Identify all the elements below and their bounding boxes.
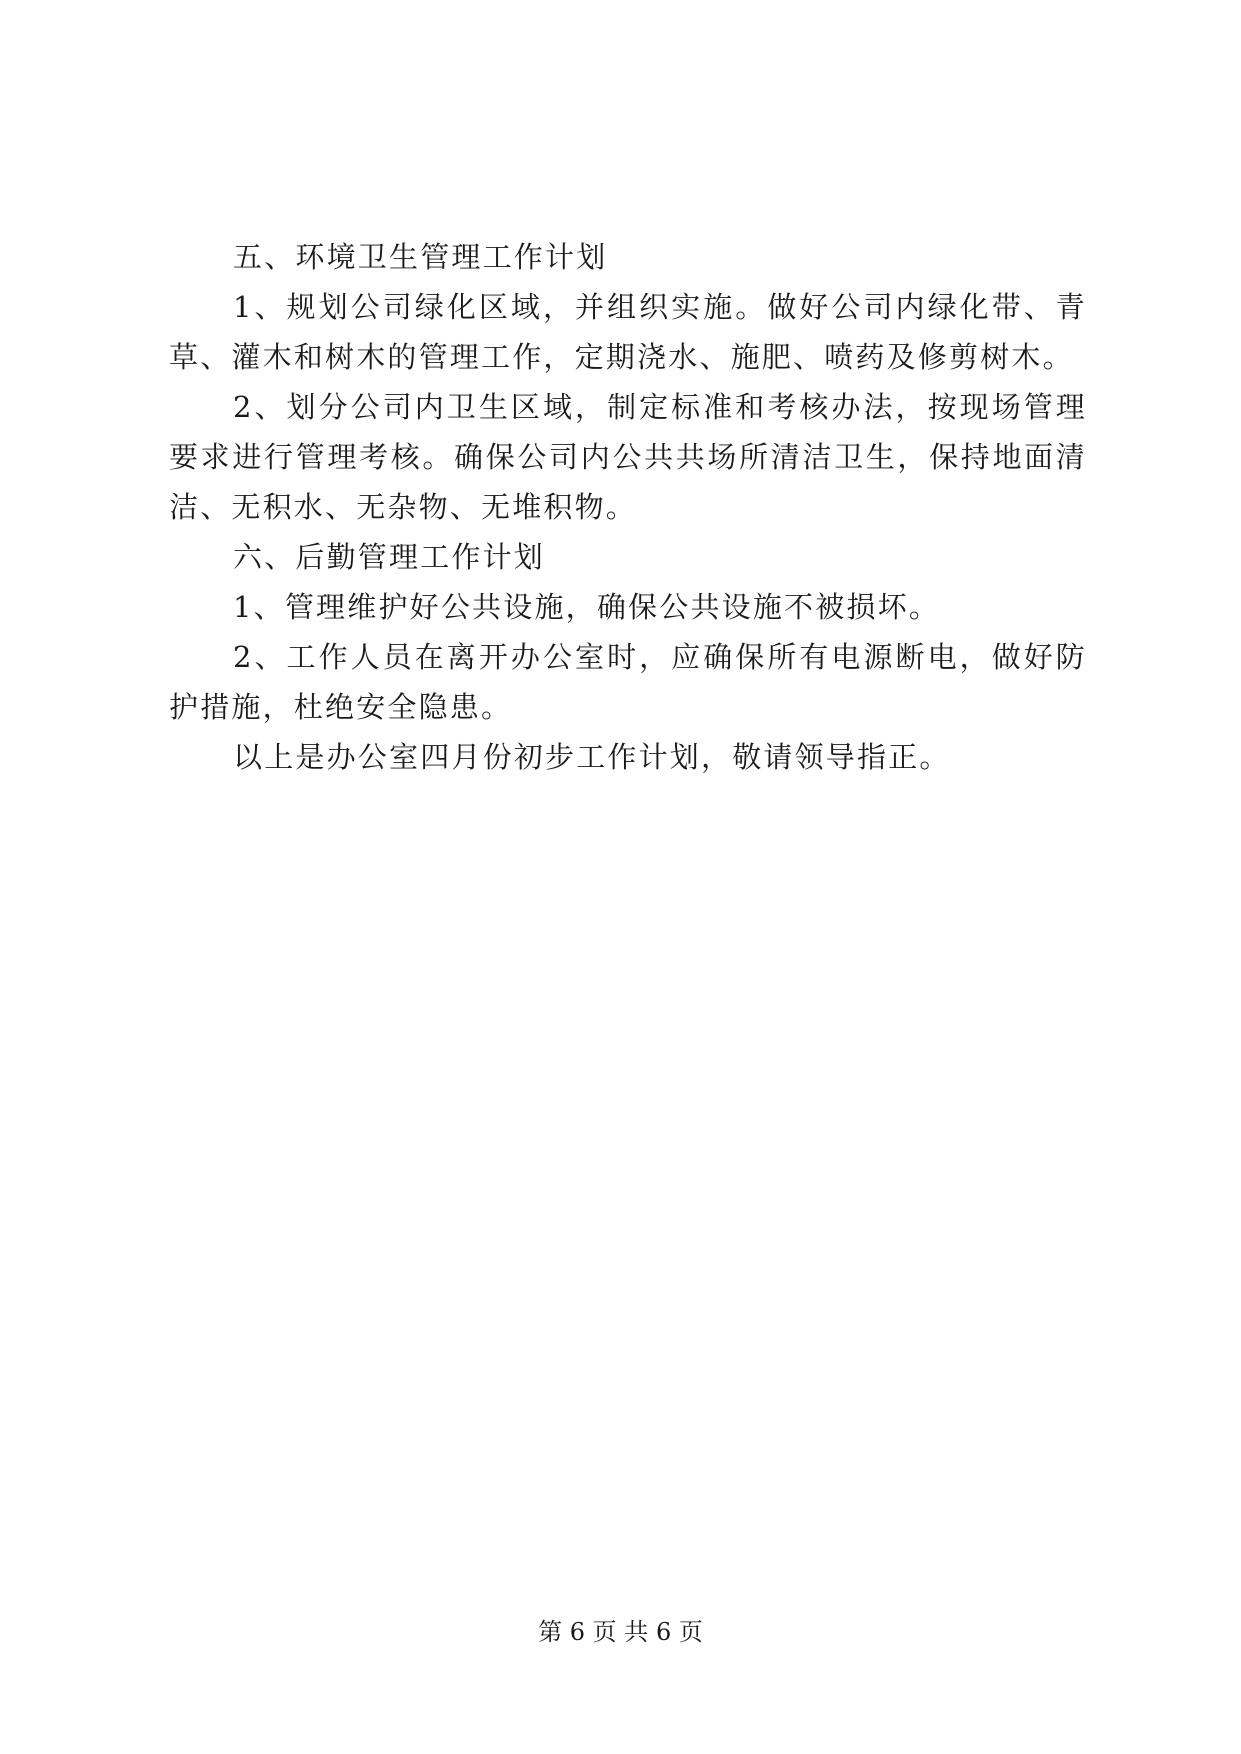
paragraph-greening-plan: 1、规划公司绿化区域，并组织实施。做好公司内绿化带、青草、灌木和树木的管理工作，定期浇水、施肥、喷药及修剪树木。 [169, 290, 1087, 374]
paragraph-closing-remark: 以上是办公室四月份初步工作计划，敬请领导指正。 [233, 740, 951, 774]
section-heading-logistics: 六、后勤管理工作计划 [233, 540, 546, 574]
section-heading-environment: 五、环境卫生管理工作计划 [233, 240, 608, 274]
paragraph-power-safety: 2、工作人员在离开办公室时，应确保所有电源断电，做好防护措施，杜绝安全隐患。 [169, 640, 1087, 724]
page-number-footer: 第 6 页 共 6 页 [538, 1618, 703, 1646]
paragraph-sanitation-plan: 2、划分公司内卫生区域，制定标准和考核办法，按现场管理要求进行管理考核。确保公司内公共共场所清洁卫生，保持地面清洁、无积水、无杂物、无堆积物。 [169, 390, 1087, 524]
paragraph-facilities-maintenance: 1、管理维护好公共设施，确保公共设施不被损坏。 [233, 590, 941, 624]
document-body [169, 232, 1087, 782]
